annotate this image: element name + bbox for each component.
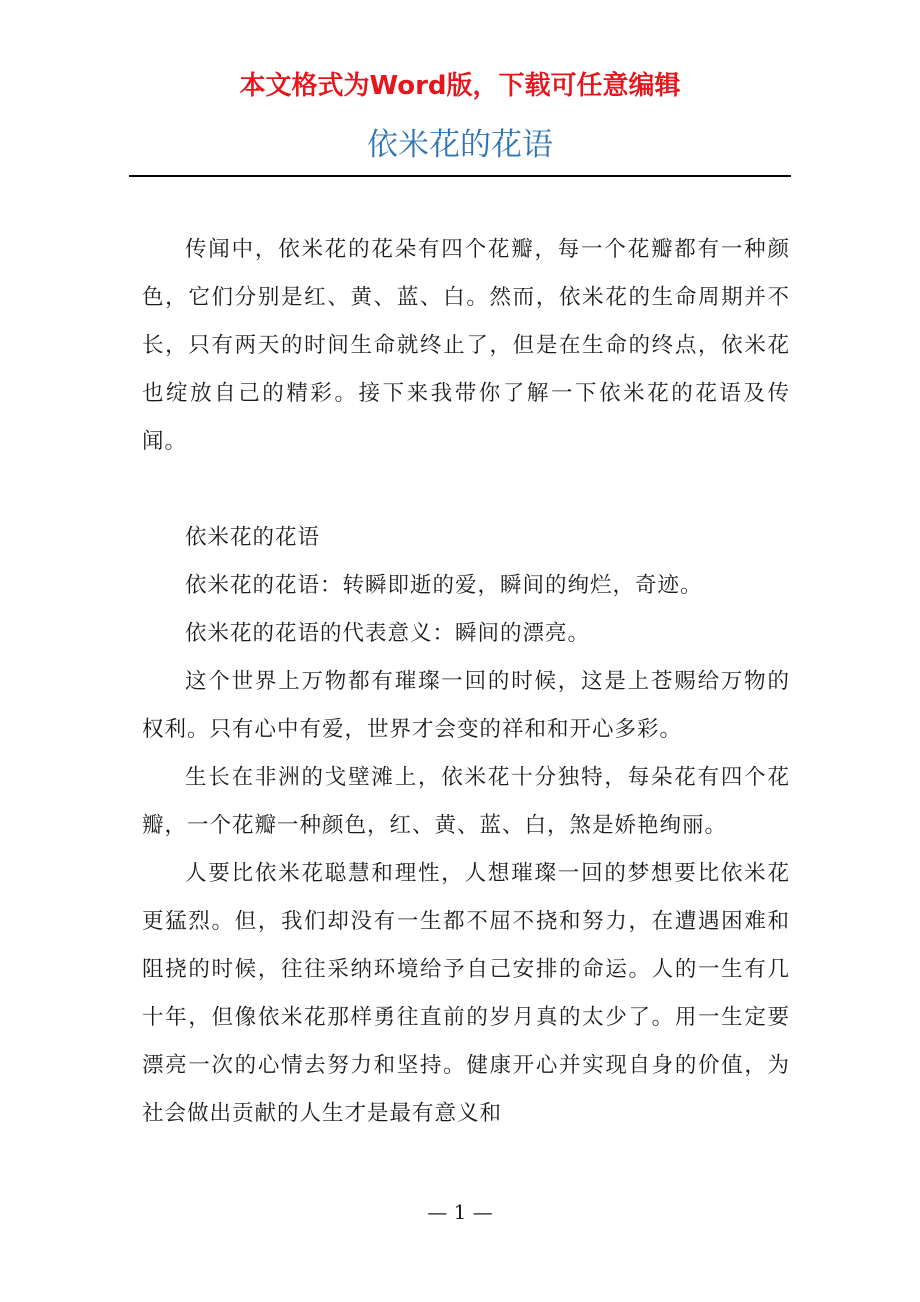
download-banner: 本文格式为Word版，下载可任意编辑: [239, 71, 681, 101]
body-paragraph: 人要比依米花聪慧和理性，人想璀璨一回的梦想要比依米花更猛烈。但，我们却没有一生都不屈不挠和努力，在遭遇困难和阻挠的时候，往往采纳环境给予自己安排的命运。人的一生有几十年，但像依米花那样勇往直前的岁月真的太少了。用一生定要漂亮一次的心情去努力和坚持。健康开心并实现自身的价值，为社会做出贡献的人生才是最有意义和: [142, 861, 790, 1126]
flower-language-line: 依米花的花语：转瞬即逝的爱，瞬间的绚烂，奇迹。: [185, 573, 703, 598]
document-title: 依米花的花语: [367, 127, 553, 163]
meaning-line: 依米花的花语的代表意义：瞬间的漂亮。: [185, 621, 591, 646]
title-divider: [129, 175, 791, 177]
page-number: — 1 —: [427, 1200, 493, 1224]
document-body: [142, 226, 790, 1138]
body-paragraph: 这个世界上万物都有璀璨一回的时候，这是上苍赐给万物的权利。只有心中有爱，世界才会变的祥和和开心多彩。: [142, 669, 790, 742]
section-heading: 依米花的花语: [185, 525, 321, 550]
intro-paragraph: 传闻中，依米花的花朵有四个花瓣，每一个花瓣都有一种颜色，它们分别是红、黄、蓝、白。然而，依米花的生命周期并不长，只有两天的时间生命就终止了，但是在生命的终点，依米花也绽放自己的精彩。接下来我带你了解一下依米花的花语及传闻。: [142, 237, 790, 454]
body-paragraph: 生长在非洲的戈壁滩上，依米花十分独特，每朵花有四个花瓣，一个花瓣一种颜色，红、黄、蓝、白，煞是娇艳绚丽。: [142, 765, 790, 838]
